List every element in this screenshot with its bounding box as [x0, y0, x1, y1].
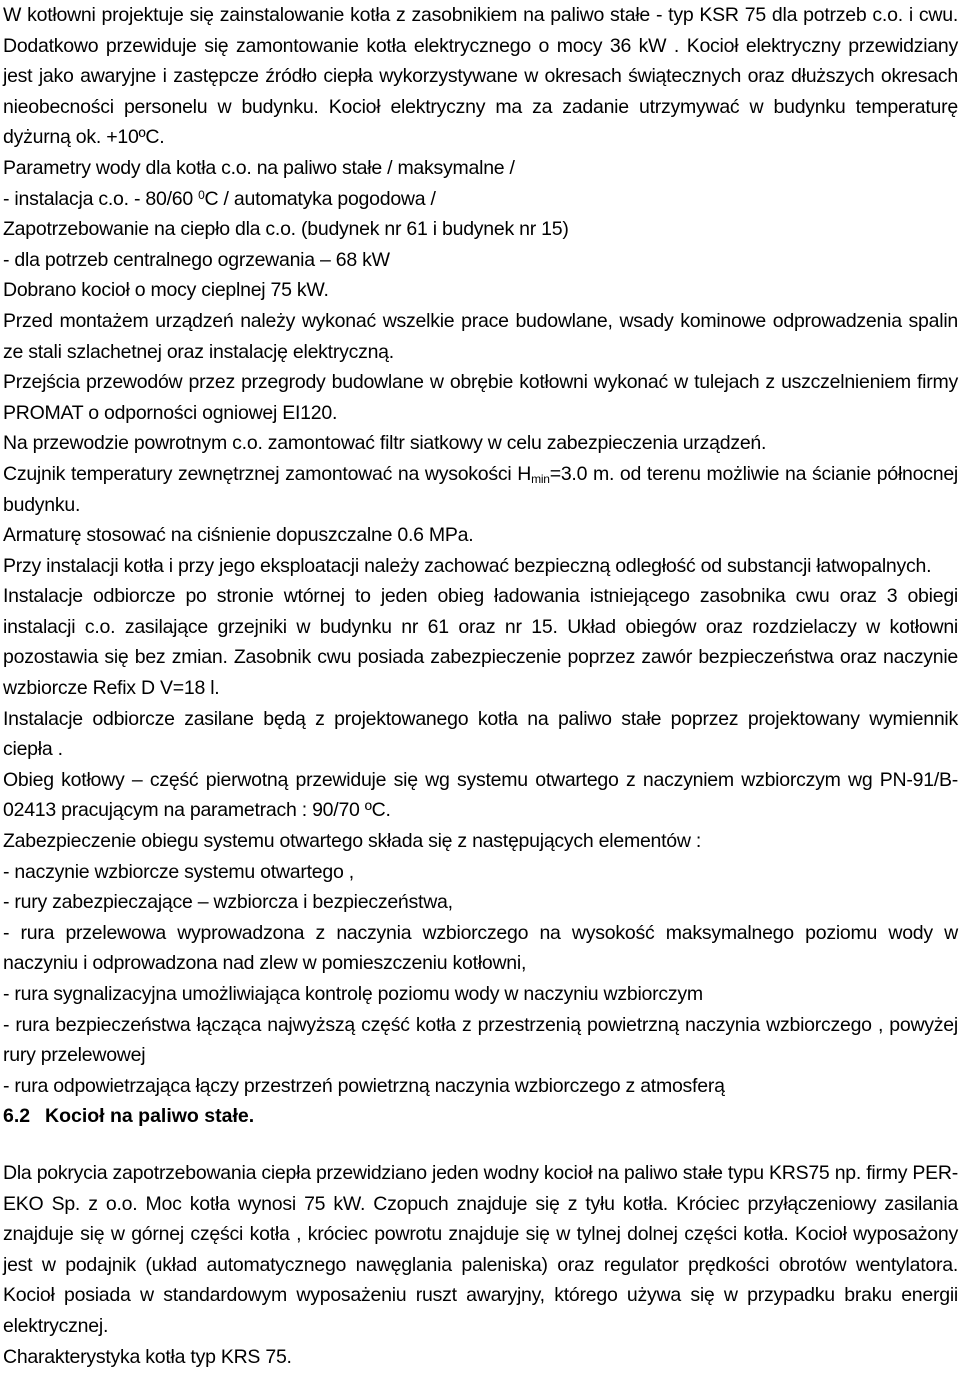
paragraph-central-heating: - dla potrzeb centralnego ogrzewania – 68 kW — [3, 248, 390, 271]
installation-co-text-end: C / automatyka pogodowa / — [204, 187, 436, 210]
paragraph-receiving-installations: Instalacje odbiorcze po stronie wtórnej to jeden obieg ładowania istniejącego zasobnika cwu oraz 3 obiegi instalacji c.o. zasilające grzejniki w budynku nr 61 oraz nr 15. Układ obiegów oraz rozdzielaczy w kotłowni pozostawia się bez zmian. Zasobnik cwu posiada zabezpieczenie poprzez zawór bezpieczeństwa oraz naczynie wzbiorcze Refix D V=18 l. — [3, 585, 958, 700]
sensor-text-end: =3.0 m. od terenu możliwie na ścianie północnej budynku. — [3, 462, 958, 516]
paragraph-fittings-pressure: Armaturę stosować na ciśnienie dopuszczalne 0.6 MPa. — [3, 524, 474, 547]
list-item-expansion-vessel: - naczynie wzbiorcze systemu otwartego , — [3, 860, 354, 883]
section-heading — [3, 1101, 958, 1132]
degree-superscript: 0 — [198, 187, 205, 202]
paragraph-solid-fuel-boiler: Dla pokrycia zapotrzebowania ciepła przewidziano jeden wodny kocioł na paliwo stałe typu KRS75 np. firmy PER-EKO Sp. z o.o. Moc kotła wynosi 75 kW. Czopuch znajduje się z tyłu kotła. Króciec przyłączeniowy zasilania znajduje się w górnej części kotła , króciec powrotu znajduje się w tylnej dolnej części kotła. Kocioł wyposażony jest w podajnik (układ automatycznego nawęglania paleniska) oraz regulator prędkości obrotów wentylatora. Kocioł posiada w standardowym wyposażeniu ruszt awaryjny, którego używa się w przypadku braku energii elektrycznej. — [3, 1161, 958, 1337]
paragraph-boiler-intro: W kotłowni projektuje się zainstalowanie kotła z zasobnikiem na paliwo stałe - typ KSR 75 dla potrzeb c.o. i cwu. Dodatkowo przewiduje się zamontowanie kotła elektrycznego o mocy 36 kW . Kocioł elektryczny przewidziany jest jako awaryjne i zastępcze źródło ciepła wykorzystywane w okresach świątecznych oraz dłuższych okresach nieobecności personelu w budynku. Kocioł elektryczny ma za zadanie utrzymywać w budynku temperaturę dyżurną ok. +10ºC. — [3, 4, 958, 149]
paragraph-boiler-circuit: Obieg kotłowy – część pierwotną przewiduje się wg systemu otwartego z naczyniem wzbiorczym wg PN-91/B-02413 pracującym na parametrach : 90/70 ºC. — [3, 768, 958, 822]
section-number: 6.2 — [3, 1105, 31, 1128]
list-item-safety-pipe: - rura bezpieczeństwa łącząca najwyższą część kotła z przestrzenią powietrzną naczynia wzbiorczego , powyżej rury przelewowej — [3, 1013, 958, 1067]
paragraph-installation-co — [3, 184, 958, 215]
paragraph-safety-elements: Zabezpieczenie obiegu systemu otwartego składa się z następujących elementów : — [3, 830, 702, 853]
list-item-overflow-pipe: - rura przelewowa wyprowadzona z naczynia wzbiorczego na wysokość maksymalnego poziomu wody w naczyniu i odprowadzona nad zlew w pomieszczeniu kotłowni, — [3, 921, 958, 975]
paragraph-safe-distance: Przy instalacji kotła i przy jego eksploatacji należy zachować bezpieczną odległość od substancji łatwopalnych. — [3, 554, 932, 577]
paragraph-heat-demand: Zapotrzebowanie na ciepło dla c.o. (budynek nr 61 i budynek nr 15) — [3, 218, 569, 241]
list-item-signal-pipe: - rura sygnalizacyjna umożliwiająca kontrolę poziomu wody w naczyniu wzbiorczym — [3, 983, 703, 1005]
section-title: Kocioł na paliwo stałe. — [45, 1105, 255, 1128]
list-item-vent-pipe: - rura odpowietrzająca łączy przestrzeń powietrzną naczynia wzbiorczego z atmosferą — [3, 1074, 725, 1097]
paragraph-temperature-sensor — [3, 459, 958, 520]
paragraph-selected-boiler: Dobrano kocioł o mocy cieplnej 75 kW. — [3, 279, 329, 302]
paragraph-heat-exchanger: Instalacje odbiorcze zasilane będą z projektowanego kotła na paliwo stałe poprzez projektowany wymiennik ciepła . — [3, 707, 958, 761]
paragraph-water-parameters: Parametry wody dla kotła c.o. na paliwo stałe / maksymalne / — [3, 156, 515, 179]
installation-co-text: - instalacja c.o. - 80/60 — [3, 187, 199, 210]
paragraph-pipe-passages: Przejścia przewodów przez przegrody budowlane w obrębie kotłowni wykonać w tulejach z uszczelnieniem firmy PROMAT o odporności ogniowej EI120. — [3, 371, 958, 424]
height-subscript: min — [531, 471, 550, 486]
paragraph-return-filter: Na przewodzie powrotnym c.o. zamontować filtr siatkowy w celu zabezpieczenia urządzeń. — [3, 432, 767, 455]
sensor-text: Czujnik temperatury zewnętrznej zamontować na wysokości H — [3, 462, 532, 485]
paragraph-boiler-characteristics: Charakterystyka kotła typ KRS 75. — [3, 1345, 292, 1368]
list-item-safety-pipes: - rury zabezpieczające – wzbiorcza i bezpieczeństwa, — [3, 891, 453, 914]
paragraph-construction-works: Przed montażem urządzeń należy wykonać wszelkie prace budowlane, wsady kominowe odprowadzenia spalin ze stali szlachetnej oraz instalację elektryczną. — [3, 309, 958, 363]
